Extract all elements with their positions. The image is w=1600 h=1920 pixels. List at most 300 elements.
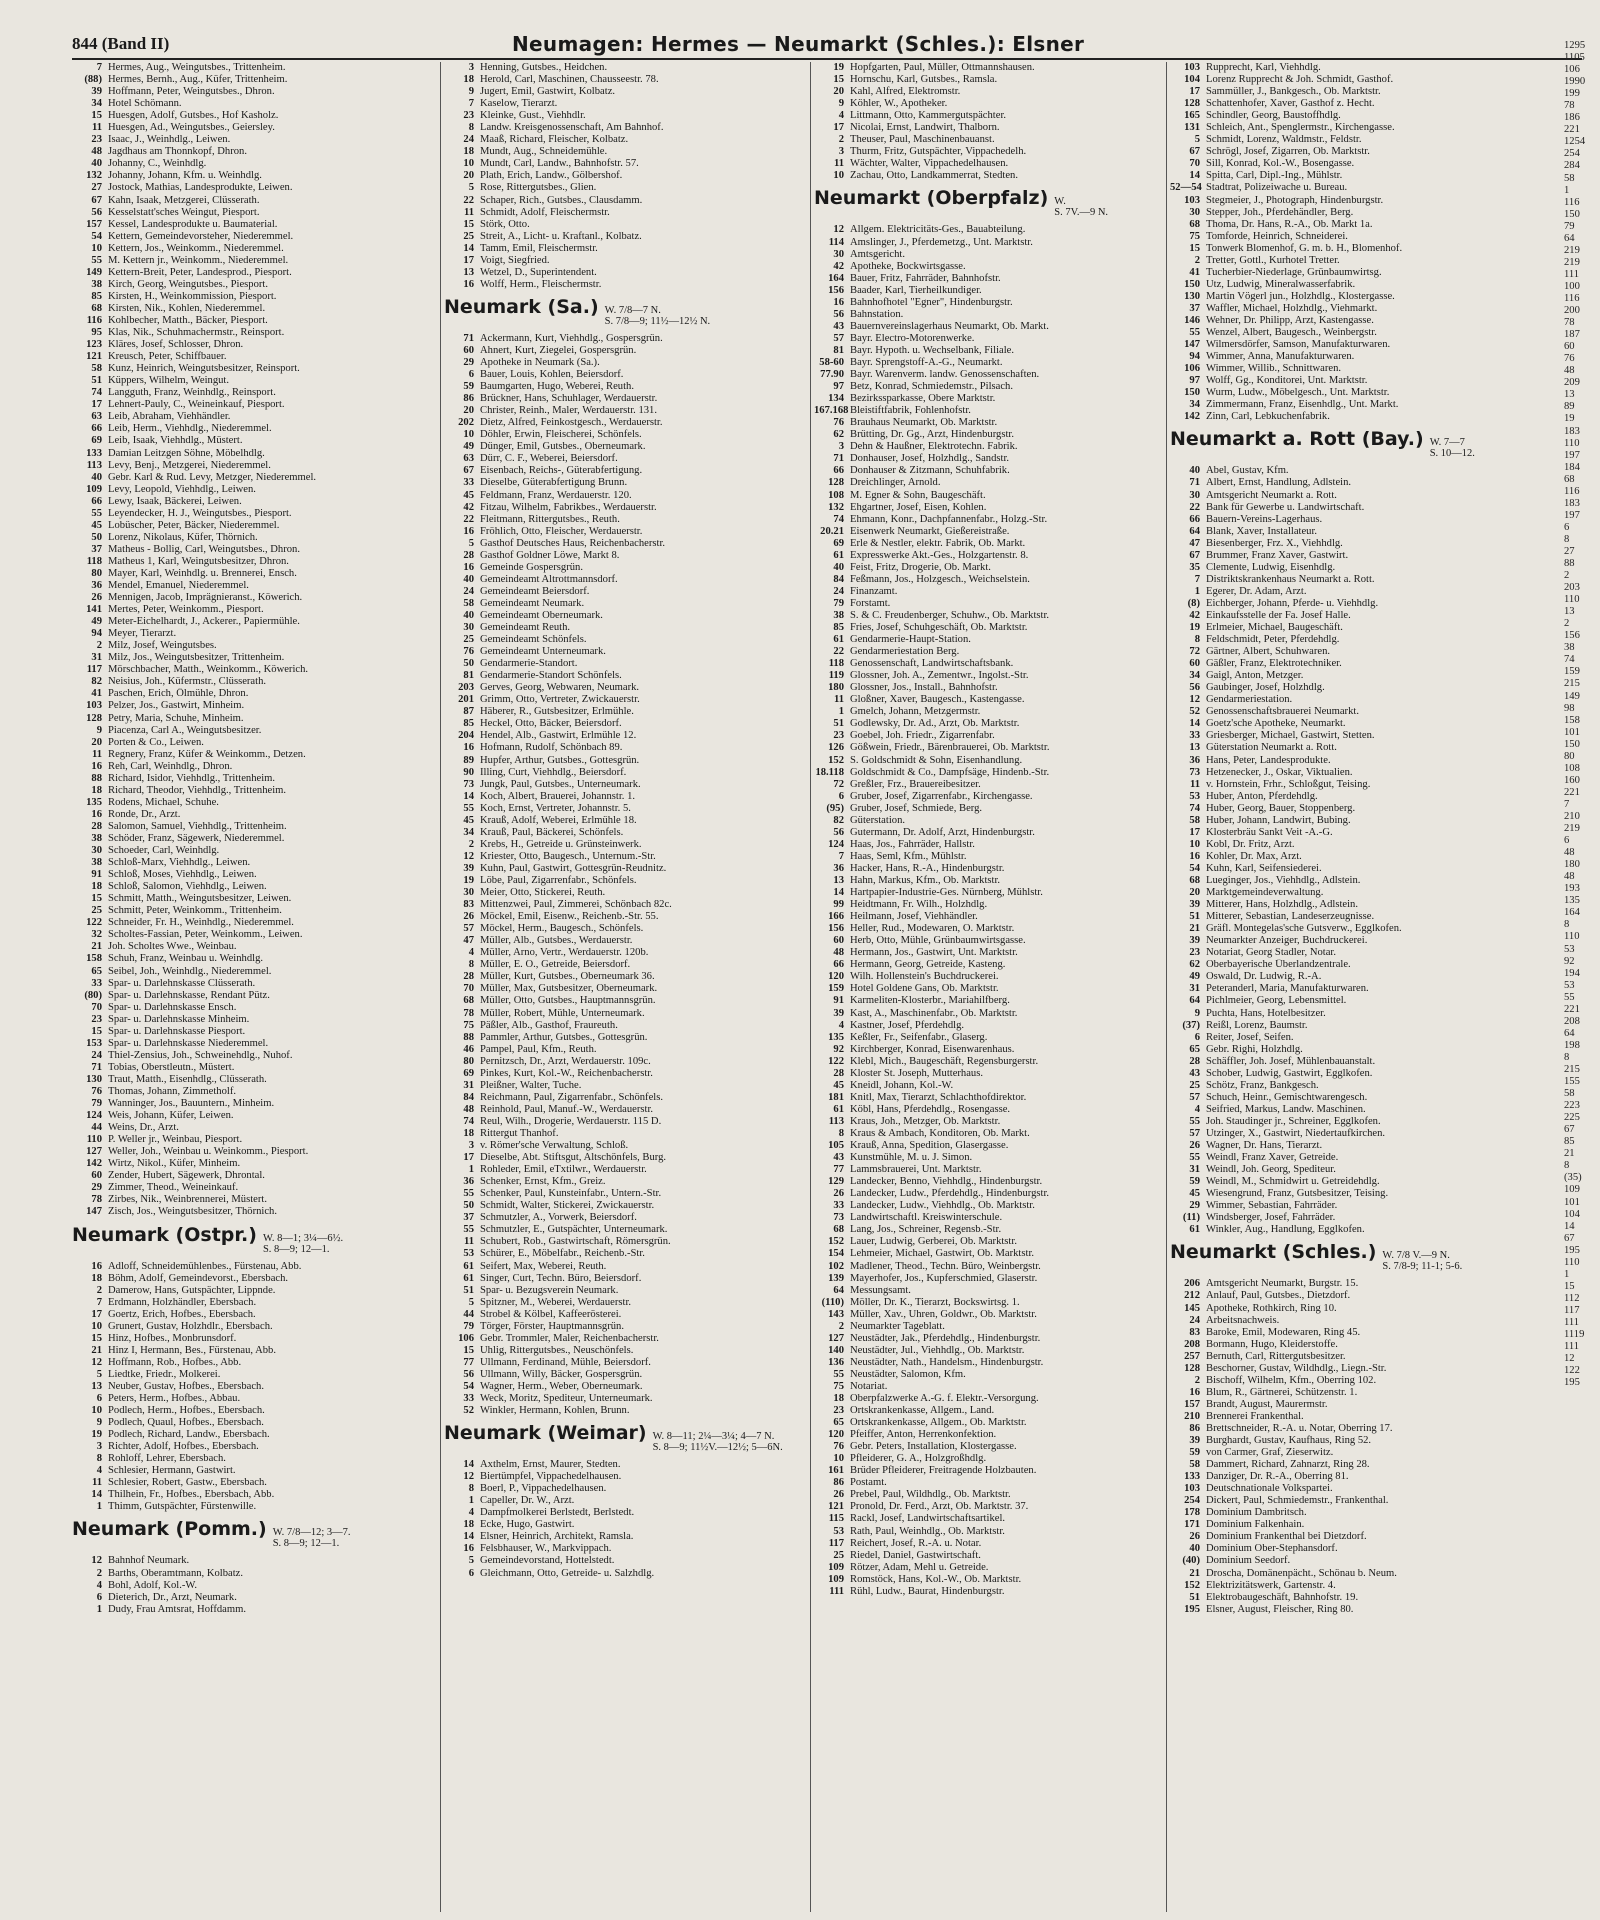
- edge-number: 104: [1564, 1208, 1580, 1220]
- directory-entry: [1170, 1044, 1540, 1056]
- subscriber-name: Mendel, Emanuel, Niederemmel.: [108, 580, 249, 592]
- subscriber-name: Knitl, Max, Tierarzt, Schlachthofdirektor.: [850, 1091, 1027, 1103]
- subscriber-name: Piacenza, Carl A., Weingutsbesitzer.: [108, 724, 262, 736]
- subscriber-name: Griesberger, Michael, Gastwirt, Stetten.: [1206, 730, 1375, 742]
- directory-entry: [1170, 598, 1540, 610]
- directory-entry: [72, 472, 434, 484]
- phone-number: 51: [1189, 1591, 1200, 1603]
- subscriber-name: Pfeiffer, Anton, Herrenkonfektion.: [850, 1429, 997, 1441]
- subscriber-name: Plath, Erich, Landw., Gölbershof.: [480, 170, 623, 182]
- phone-number: 60: [463, 344, 474, 356]
- directory-entry: [444, 1212, 806, 1224]
- phone-number: 58: [1189, 1459, 1200, 1471]
- subscriber-name: Krauß, Adolf, Weberei, Erlmühle 18.: [480, 814, 637, 826]
- directory-entry: [72, 1014, 434, 1026]
- edge-number: 88: [1564, 558, 1575, 570]
- directory-entry: [814, 369, 1176, 381]
- phone-number: 21: [1189, 1567, 1200, 1579]
- phone-number: 8: [96, 1453, 102, 1465]
- edge-number: 219: [1564, 256, 1580, 268]
- subscriber-name: Brandt, August, Maurermstr.: [1206, 1398, 1328, 1410]
- subscriber-name: Hermann, Georg, Getreide, Kasteng.: [850, 959, 1006, 971]
- subscriber-name: Streit, A., Licht- u. Kraftanl., Kolbatz.: [480, 230, 642, 242]
- directory-entry: [72, 893, 434, 905]
- edge-number: 116: [1564, 292, 1580, 304]
- edge-number: 149: [1564, 690, 1580, 702]
- edge-number: 198: [1564, 1039, 1580, 1051]
- subscriber-name: Amslinger, J., Pferdemetzg., Unt. Marktstr.: [850, 236, 1033, 248]
- directory-entry: [72, 1261, 434, 1273]
- subscriber-name: Huesgen, Adolf, Gutsbes., Hof Kasholz.: [108, 110, 279, 122]
- directory-entry: [72, 1333, 434, 1345]
- directory-entry: [444, 815, 806, 827]
- directory-entry: [444, 429, 806, 441]
- phone-number: 17: [91, 1308, 102, 1320]
- directory-entry: [1170, 550, 1540, 562]
- directory-entry: [1170, 791, 1540, 803]
- phone-number: 85: [91, 290, 102, 302]
- directory-entry: [72, 592, 434, 604]
- edge-number: 200: [1564, 305, 1580, 317]
- phone-number: 18: [463, 1127, 474, 1139]
- subscriber-name: Capeller, Dr. W., Arzt.: [480, 1495, 575, 1507]
- phone-number: 55: [463, 1224, 474, 1236]
- directory-entry: [1170, 1212, 1540, 1224]
- phone-number: 152: [1184, 1579, 1200, 1591]
- phone-number: 5: [468, 182, 474, 194]
- phone-number: 45: [833, 1079, 844, 1091]
- subscriber-name: Dammert, Richard, Zahnarzt, Ring 28.: [1206, 1459, 1370, 1471]
- subscriber-name: Bauer, Fritz, Fahrräder, Bahnhofstr.: [850, 272, 1001, 284]
- subscriber-name: Bauern-Vereins-Lagerhaus.: [1206, 513, 1323, 525]
- subscriber-name: Fries, Josef, Schuhgeschäft, Ob. Marktstr.: [850, 622, 1028, 634]
- phone-number: 45: [463, 489, 474, 501]
- phone-number: 26: [833, 1188, 844, 1200]
- subscriber-name: Tamm, Emil, Fleischermstr.: [480, 242, 598, 254]
- directory-entry: [1170, 1399, 1540, 1411]
- subscriber-name: Schöder, Franz, Sägewerk, Niederemmel.: [108, 833, 285, 844]
- directory-entry: [814, 1538, 1176, 1550]
- directory-entry: [444, 1140, 806, 1152]
- directory-entry: [814, 1080, 1176, 1092]
- directory-entry: [1170, 682, 1540, 694]
- edge-number: 150: [1564, 738, 1580, 750]
- directory-entry: [444, 243, 806, 255]
- subscriber-name: Ullmann, Willy, Bäcker, Gospersgrün.: [480, 1368, 643, 1380]
- subscriber-name: Dietz, Alfred, Feinkostgesch., Werdauerstr.: [480, 417, 663, 429]
- directory-entry: [1170, 1152, 1540, 1164]
- subscriber-name: Köbl, Hans, Pferdehdlg., Rosengasse.: [850, 1103, 1011, 1115]
- directory-entry: [72, 243, 434, 255]
- subscriber-name: Dieselbe, Abt. Stiftsgut, Altschönfels, Burg.: [480, 1152, 667, 1164]
- directory-entry: [1170, 1303, 1540, 1315]
- subscriber-name: Hahn, Markus, Kfm., Ob. Marktstr.: [850, 875, 1001, 886]
- phone-number: 86: [1189, 1422, 1200, 1434]
- phone-number: 30: [463, 622, 474, 634]
- phone-number: 132: [86, 170, 102, 182]
- phone-number: 126: [828, 742, 844, 754]
- subscriber-name: Schloß, Moses, Viehhdlg., Leiwen.: [108, 869, 257, 881]
- directory-entry: [814, 1574, 1176, 1586]
- directory-entry: [1170, 1387, 1540, 1399]
- subscriber-name: Rohloff, Lehrer, Ebersbach.: [108, 1453, 226, 1465]
- directory-entry: [72, 146, 434, 158]
- directory-entry: [444, 1519, 806, 1531]
- subscriber-name: Lewy, Isaak, Bäckerei, Leiwen.: [108, 495, 242, 507]
- subscriber-name: Petry, Maria, Schuhe, Minheim.: [108, 712, 244, 724]
- phone-number: 181: [828, 1091, 844, 1103]
- phone-number: 30: [1189, 206, 1200, 218]
- directory-entry: [1170, 562, 1540, 574]
- subscriber-name: Reul, Wilh., Drogerie, Werdauerstr. 115 D.: [480, 1115, 662, 1127]
- directory-entry: [72, 1405, 434, 1417]
- directory-entry: [1170, 1459, 1540, 1471]
- header-rule: [72, 58, 1582, 60]
- subscriber-name: Gaubinger, Josef, Holzhdlg.: [1206, 682, 1325, 694]
- directory-entry: [814, 779, 1176, 791]
- phone-number: 40: [463, 609, 474, 621]
- directory-entry: [444, 86, 806, 98]
- directory-entry: [1170, 158, 1540, 170]
- directory-entry: [1170, 255, 1540, 267]
- subscriber-name: Klebl, Mich., Baugeschäft, Regensburgerstr.: [850, 1055, 1039, 1067]
- phone-number: 64: [1189, 995, 1200, 1007]
- directory-entry: [814, 959, 1176, 971]
- directory-entry: [1170, 610, 1540, 622]
- directory-entry: [72, 676, 434, 688]
- phone-number: 15: [91, 110, 102, 122]
- directory-entry: [72, 688, 434, 700]
- directory-entry: [72, 640, 434, 652]
- phone-number: 29: [91, 1182, 102, 1194]
- phone-number: 76: [463, 646, 474, 658]
- subscriber-name: Hermes, Aug., Weingutsbes., Trittenheim.: [108, 62, 286, 73]
- phone-number: 7: [838, 850, 844, 862]
- subscriber-name: Ullmann, Ferdinand, Mühle, Beiersdorf.: [480, 1356, 651, 1368]
- subscriber-name: Tomforde, Heinrich, Schneiderei.: [1206, 230, 1348, 242]
- phone-number: (88): [84, 74, 102, 86]
- subscriber-name: Ortskrankenkasse, Allgem., Land.: [850, 1405, 995, 1417]
- subscriber-name: Lauer, Ludwig, Gerberei, Ob. Marktstr.: [850, 1236, 1017, 1248]
- subscriber-name: Martin Vögerl jun., Holzhdlg., Klostergasse.: [1206, 290, 1395, 302]
- edge-number: 109: [1564, 1184, 1580, 1196]
- subscriber-name: Pampel, Paul, Kfm., Reuth.: [480, 1043, 597, 1055]
- subscriber-name: Dieterich, Dr., Arzt, Neumark.: [108, 1591, 237, 1603]
- directory-entry: [72, 809, 434, 821]
- directory-entry: [444, 730, 806, 742]
- phone-number: 73: [463, 778, 474, 790]
- directory-entry: [72, 110, 434, 122]
- subscriber-name: Barths, Oberamtmann, Kolbatz.: [108, 1567, 244, 1579]
- subscriber-name: Brennerei Frankenthal.: [1206, 1410, 1304, 1422]
- subscriber-name: Langguth, Franz, Weinhdlg., Reinsport.: [108, 387, 276, 399]
- subscriber-name: Expresswerke Akt.-Ges., Holzgartenstr. 8.: [850, 549, 1029, 561]
- subscriber-name: Müller, Robert, Mühle, Unterneumark.: [480, 1007, 645, 1019]
- subscriber-name: Gebr. Righi, Holzhdlg.: [1206, 1043, 1303, 1055]
- directory-entry: [1170, 98, 1540, 110]
- phone-number: 128: [1184, 1362, 1200, 1374]
- directory-entry: [1170, 694, 1540, 706]
- directory-entry: [814, 224, 1176, 236]
- phone-number: 48: [91, 146, 102, 158]
- edge-number: 53: [1564, 943, 1575, 955]
- subscriber-name: S. & C. Freudenberger, Schuhw., Ob. Marktstr.: [850, 609, 1050, 621]
- phone-number: 25: [1189, 1079, 1200, 1091]
- phone-number: 121: [86, 351, 102, 363]
- phone-number: 56: [833, 308, 844, 320]
- phone-number: 143: [828, 1308, 844, 1320]
- directory-entry: [72, 158, 434, 170]
- subscriber-name: Weck, Moritz, Spediteur, Unterneumark.: [480, 1393, 653, 1405]
- directory-entry: [814, 1032, 1176, 1044]
- subscriber-name: Ehgartner, Josef, Eisen, Kohlen.: [850, 501, 987, 513]
- subscriber-name: Bayr. Sprengstoff-A.-G., Neumarkt.: [850, 356, 1003, 368]
- edge-number: 150: [1564, 208, 1580, 220]
- phone-number: 159: [828, 983, 844, 995]
- phone-number: 71: [91, 1061, 102, 1073]
- subscriber-name: Schmutzler, A., Vorwerk, Beiersdorf.: [480, 1212, 637, 1224]
- directory-entry: [1170, 875, 1540, 887]
- subscriber-name: Schloß-Marx, Viehhdlg., Leiwen.: [108, 857, 251, 869]
- directory-entry: [814, 1044, 1176, 1056]
- directory-entry: [444, 405, 806, 417]
- directory-entry: [72, 448, 434, 460]
- subscriber-name: Neustädter, Salomon, Kfm.: [850, 1368, 966, 1380]
- subscriber-name: Ronde, Dr., Arzt.: [108, 808, 181, 820]
- directory-entry: [444, 923, 806, 935]
- subscriber-name: Herb, Otto, Mühle, Grünbaumwirtsgasse.: [850, 935, 1026, 947]
- subscriber-name: Lehnert-Pauly, C., Weineinkauf, Piesport.: [108, 399, 285, 411]
- directory-entry: [814, 1345, 1176, 1357]
- subscriber-name: Lobüscher, Peter, Bäcker, Niederemmel.: [108, 519, 280, 531]
- phone-number: 10: [91, 1405, 102, 1417]
- subscriber-name: Grimm, Otto, Vertreter, Zwickauerstr.: [480, 694, 640, 706]
- subscriber-name: Burghardt, Gustav, Kaufhaus, Ring 52.: [1206, 1435, 1372, 1447]
- phone-number: 14: [1189, 170, 1200, 182]
- phone-number: 14: [833, 887, 844, 899]
- subscriber-name: Landecker, Ludw., Pferdehdlg., Hindenburgstr.: [850, 1188, 1050, 1200]
- phone-number: 14: [463, 242, 474, 254]
- phone-number: 18: [463, 74, 474, 86]
- directory-entry: [444, 706, 806, 718]
- phone-number: 33: [463, 477, 474, 489]
- subscriber-name: Genossenschaftsbrauerei Neumarkt.: [1206, 706, 1359, 718]
- subscriber-name: Müller, Otto, Gutsbes., Hauptmannsgrün.: [480, 995, 656, 1007]
- phone-number: 121: [828, 1501, 844, 1513]
- directory-entry: [444, 393, 806, 405]
- directory-entry: [444, 1273, 806, 1285]
- directory-entry: [1170, 827, 1540, 839]
- directory-entry: [1170, 1339, 1540, 1351]
- phone-number: 67: [1189, 549, 1200, 561]
- phone-number: 9: [96, 1417, 102, 1429]
- subscriber-name: Spitzner, M., Weberei, Werdauerstr.: [480, 1296, 632, 1308]
- phone-number: 55: [1189, 1152, 1200, 1164]
- phone-number: 3: [468, 1140, 474, 1152]
- phone-number: 25: [463, 634, 474, 646]
- subscriber-name: Gößwein, Friedr., Bärenbrauerei, Ob. Marktstr.: [850, 742, 1050, 754]
- subscriber-name: Milz, Josef, Weingutsbes.: [108, 640, 217, 652]
- phone-number: 56: [833, 826, 844, 838]
- directory-entry: [1170, 1483, 1540, 1495]
- edge-number: 85: [1564, 1136, 1575, 1148]
- phone-number: 41: [1189, 266, 1200, 278]
- edge-number: 60: [1564, 341, 1575, 353]
- directory-entry: [814, 514, 1176, 526]
- phone-number: 73: [1189, 766, 1200, 778]
- subscriber-name: Bernuth, Carl, Rittergutsbesitzer.: [1206, 1350, 1346, 1362]
- phone-number: 154: [828, 1248, 844, 1260]
- edge-number: 92: [1564, 955, 1575, 967]
- subscriber-name: Kriester, Otto, Baugesch., Unternum.-Str.: [480, 850, 656, 862]
- edge-number: 64: [1564, 232, 1575, 244]
- phone-number: 91: [833, 995, 844, 1007]
- phone-number: 142: [1184, 411, 1200, 423]
- phone-number: 13: [1189, 742, 1200, 754]
- town-name: Neumark (Weimar): [444, 1422, 647, 1445]
- edge-number: 284: [1564, 160, 1580, 172]
- subscriber-name: Fitzau, Wilhelm, Fabrikbes., Werdauerstr.: [480, 501, 657, 513]
- subscriber-name: Weindl, M., Schmidwirt u. Getreidehdlg.: [1206, 1176, 1380, 1188]
- directory-entry: [444, 441, 806, 453]
- phone-number: 9: [838, 98, 844, 110]
- directory-entry: [444, 1104, 806, 1116]
- subscriber-name: Spar- u. Darlehnskasse Piesport.: [108, 1025, 246, 1037]
- directory-entry: [814, 1261, 1176, 1273]
- directory-entry: [444, 146, 806, 158]
- phone-number: 11: [833, 694, 844, 706]
- phone-number: 68: [1189, 218, 1200, 230]
- phone-number: 129: [828, 1176, 844, 1188]
- directory-entry: [72, 182, 434, 194]
- subscriber-name: Jagdhaus am Thonnkopf, Dhron.: [108, 146, 247, 158]
- directory-entry: [72, 1170, 434, 1182]
- directory-entry: [1170, 1200, 1540, 1212]
- phone-number: 165: [1184, 110, 1200, 122]
- phone-number: 84: [463, 1091, 474, 1103]
- town-name: Neumarkt (Schles.): [1170, 1241, 1377, 1264]
- subscriber-name: Mittenzwei, Paul, Zimmerei, Schönbach 82c.: [480, 899, 672, 911]
- subscriber-name: Kaselow, Tierarzt.: [480, 98, 558, 110]
- phone-number: 15: [463, 1344, 474, 1356]
- directory-entry: [444, 514, 806, 526]
- edge-number: 221: [1564, 1003, 1580, 1015]
- subscriber-name: Löbe, Paul, Zigarrenfabr., Schönfels.: [480, 875, 637, 886]
- phone-number: 71: [463, 332, 474, 344]
- directory-entry: [72, 1309, 434, 1321]
- directory-entry: [72, 1146, 434, 1158]
- phone-number: 19: [91, 1429, 102, 1441]
- directory-entry: [444, 983, 806, 995]
- directory-entry: [814, 586, 1176, 598]
- phone-number: 40: [1189, 1543, 1200, 1555]
- subscriber-name: Singer, Curt, Techn. Büro, Beiersdorf.: [480, 1272, 642, 1284]
- directory-entry: [814, 441, 1176, 453]
- subscriber-name: Schenker, Ernst, Kfm., Greiz.: [480, 1176, 606, 1188]
- subscriber-name: Mundt, Carl, Landw., Bahnhofstr. 57.: [480, 158, 639, 170]
- subscriber-name: Gruber, Josef, Zigarrenfabr., Kirchengasse.: [850, 790, 1033, 802]
- subscriber-name: Beschorner, Gustav, Wildhdlg., Liegn.-Str.: [1206, 1362, 1387, 1374]
- directory-entry: [72, 628, 434, 640]
- phone-number: 55: [91, 254, 102, 266]
- directory-entry: [444, 1032, 806, 1044]
- phone-number: 35: [1189, 561, 1200, 573]
- subscriber-name: Kunstmühle, M. u. J. Simon.: [850, 1152, 973, 1164]
- subscriber-name: Clemente, Ludwig, Eisenhdlg.: [1206, 561, 1336, 573]
- phone-number: 77.90: [820, 369, 844, 381]
- phone-number: 109: [86, 483, 102, 495]
- office-hours: W. 7—7 S. 10—12.: [1429, 437, 1475, 460]
- phone-number: 39: [91, 86, 102, 98]
- phone-number: 74: [91, 387, 102, 399]
- phone-number: 28: [91, 820, 102, 832]
- phone-number: 51: [1189, 911, 1200, 923]
- directory-entry: [814, 971, 1176, 983]
- directory-entry: [1170, 1531, 1540, 1543]
- phone-number: 141: [86, 604, 102, 616]
- edge-number: 68: [1564, 473, 1575, 485]
- subscriber-name: Salomon, Samuel, Viehhdlg., Trittenheim.: [108, 820, 287, 832]
- subscriber-name: Pernitzsch, Dr., Arzt, Werdauerstr. 109c.: [480, 1055, 651, 1067]
- subscriber-name: Thurm, Fritz, Gutspächter, Vippachedelh.: [850, 146, 1027, 158]
- directory-entry: [1170, 1580, 1540, 1592]
- edge-number: (35): [1564, 1172, 1582, 1184]
- subscriber-name: Ahnert, Kurt, Ziegelei, Gospersgrün.: [480, 344, 637, 356]
- phone-number: 59: [1189, 1447, 1200, 1459]
- subscriber-name: Stadtrat, Polizeiwache u. Bureau.: [1206, 182, 1348, 194]
- edge-number: 203: [1564, 582, 1580, 594]
- phone-number: 19: [463, 875, 474, 886]
- subscriber-name: Weins, Dr., Arzt.: [108, 1122, 179, 1134]
- directory-entry: [444, 1369, 806, 1381]
- subscriber-name: Grunert, Gustav, Holzhdlr., Ebersbach.: [108, 1320, 273, 1332]
- directory-entry: [1170, 1411, 1540, 1423]
- subscriber-name: Windsberger, Josef, Fahrräder.: [1206, 1212, 1336, 1224]
- edge-number: 180: [1564, 859, 1580, 871]
- phone-number: 42: [1189, 609, 1200, 621]
- directory-entry: [444, 1164, 806, 1176]
- subscriber-name: Rose, Rittergutsbes., Glien.: [480, 182, 597, 194]
- directory-entry: [444, 1321, 806, 1333]
- subscriber-name: Huesgen, Ad., Weingutsbes., Geiersley.: [108, 122, 275, 134]
- subscriber-name: Wimmer, Anna, Manufakturwaren.: [1206, 351, 1355, 363]
- subscriber-name: Kraus, Joh., Metzger, Ob. Marktstr.: [850, 1115, 1001, 1127]
- phone-number: 30: [91, 845, 102, 857]
- phone-number: 45: [1189, 1188, 1200, 1200]
- phone-number: 55: [91, 507, 102, 519]
- directory-entry: [444, 490, 806, 502]
- directory-entry: [814, 1008, 1176, 1020]
- subscriber-name: Dickert, Paul, Schmiedemstr., Frankenthal.: [1206, 1495, 1389, 1507]
- subscriber-name: v. Römer'sche Verwaltung, Schloß.: [480, 1140, 629, 1152]
- directory-entry: [444, 477, 806, 489]
- phone-number: 72: [1189, 646, 1200, 658]
- phone-number: 124: [828, 838, 844, 850]
- subscriber-name: Feldmann, Franz, Werdauerstr. 120.: [480, 489, 632, 501]
- phone-number: 123: [86, 339, 102, 351]
- phone-number: 23: [91, 134, 102, 146]
- phone-number: 147: [86, 1206, 102, 1218]
- subscriber-name: Biertümpfel, Vippachedelhausen.: [480, 1471, 622, 1483]
- subscriber-name: Richard, Theodor, Viehhdlg., Trittenheim.: [108, 784, 287, 796]
- phone-number: 71: [833, 453, 844, 465]
- edge-number: 159: [1564, 666, 1580, 678]
- subscriber-name: Meyer, Tierarzt.: [108, 628, 177, 640]
- subscriber-name: Müller, Alb., Gutsbes., Werdauerstr.: [480, 935, 633, 947]
- subscriber-name: Schuh, Franz, Weinbau u. Weinhdlg.: [108, 953, 264, 965]
- subscriber-name: Regnery, Franz, Küfer & Weinkomm., Detzen.: [108, 748, 306, 760]
- subscriber-name: Bahnhofhotel "Egner", Hindenburgstr.: [850, 296, 1013, 308]
